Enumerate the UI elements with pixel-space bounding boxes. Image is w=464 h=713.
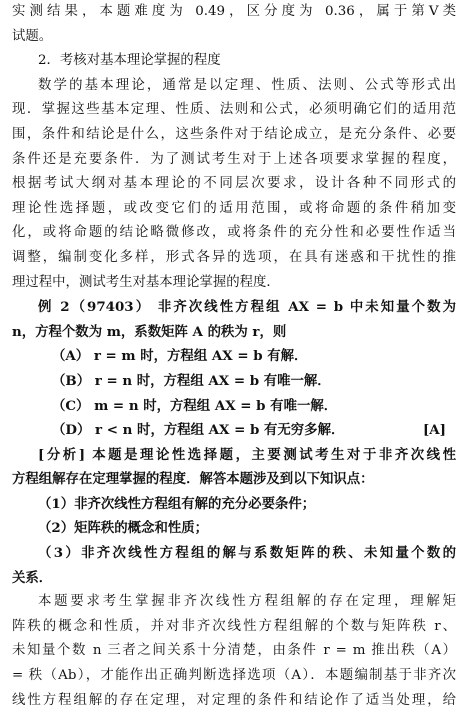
option-d: （D） r < n 时，方程组 AX = b 有无穷多解． [52,422,345,439]
text-line: 理论性选择题，或改变它们的适用范围，或将命题的条件稍加变 [12,200,456,216]
knowledge-point-2: （2）矩阵秩的概念和性质； [38,520,209,537]
option-b: （B） r = n 时，方程组 AX = b 有唯一解． [52,372,331,389]
text-line: 条件还是充要条件．为了测试考生对于上述各项要求掌握的程度， [12,151,456,167]
section-heading: 2．考核对基本理论掌握的程度 [38,53,221,69]
option-a: （A） r = m 时，方程组 AX = b 有解． [52,348,308,365]
text-line: 线性方程组解的存在定理，对定理的条件和结论作了适当处理，给 [12,692,456,708]
text-line: 试题。 [12,28,53,44]
option-d-row [12,418,456,443]
option-c: （C） m = n 时，方程组 AX = b 有唯一解． [52,397,338,414]
text-line: 阵秩的概念和性质，并对非齐次线性方程组解的个数与矩阵秩 r、 [12,618,456,634]
text-line: 根据考试大纲对基本理论的不同层次要求，设计各种不同形式的 [12,176,456,192]
text-line: 本题要求考生掌握非齐次线性方程组解的存在定理，理解矩 [38,594,456,610]
text-line: 数学的基本理论，通常是以定理、性质、法则、公式等形式出 [38,77,456,93]
text-line: 实测结果，本题难度为 0.49，区分度为 0.36，属于第Ⅴ类 [12,4,456,19]
text-line: 化，或将命题的结论略微修改，或将条件的充分性和必要性作适当 [12,225,456,241]
text-line: = 秩（Ab），才能作出正确判断选择选项（A）．本题编制基于非齐次 [12,668,456,684]
text-line: 未知量个数 n 三者之间关系十分清楚，由条件 r = m 推出秩（A） [12,643,456,659]
analysis-heading: [分析] 本题是理论性选择题，主要测试考生对于非齐次线性 [38,446,456,463]
knowledge-point-3: （3）非齐次线性方程组的解与系数矩阵的秩、未知量个数的 [38,545,456,562]
text-line: 围，条件和结论是什么，这些条件对于结论成立，是充分条件、必要 [12,126,456,142]
answer-mark: [A] [422,422,446,439]
text-line: 理过程中，测试考生对基本理论掌握的程度． [12,274,280,290]
knowledge-point-1: （1）非齐次线性方程组有解的充分必要条件； [38,495,316,512]
text-line: n，方程个数为 m，系数矩阵 A 的秩为 r，则 [12,323,287,340]
example-heading: 例 2（97403） 非齐次线性方程组 AX = b 中未知量个数为 [38,299,456,316]
text-line: 关系． [12,569,53,586]
text-line: 方程组解存在定理掌握的程度．解答本题涉及到以下知识点： [12,471,374,488]
text-line: 调整，编制变化多样，形式各异的选项，在具有迷惑和干扰性的推 [12,249,456,265]
text-line: 现．掌握这些基本定理、性质、法则和公式，必须明确它们的适用范 [12,102,456,118]
